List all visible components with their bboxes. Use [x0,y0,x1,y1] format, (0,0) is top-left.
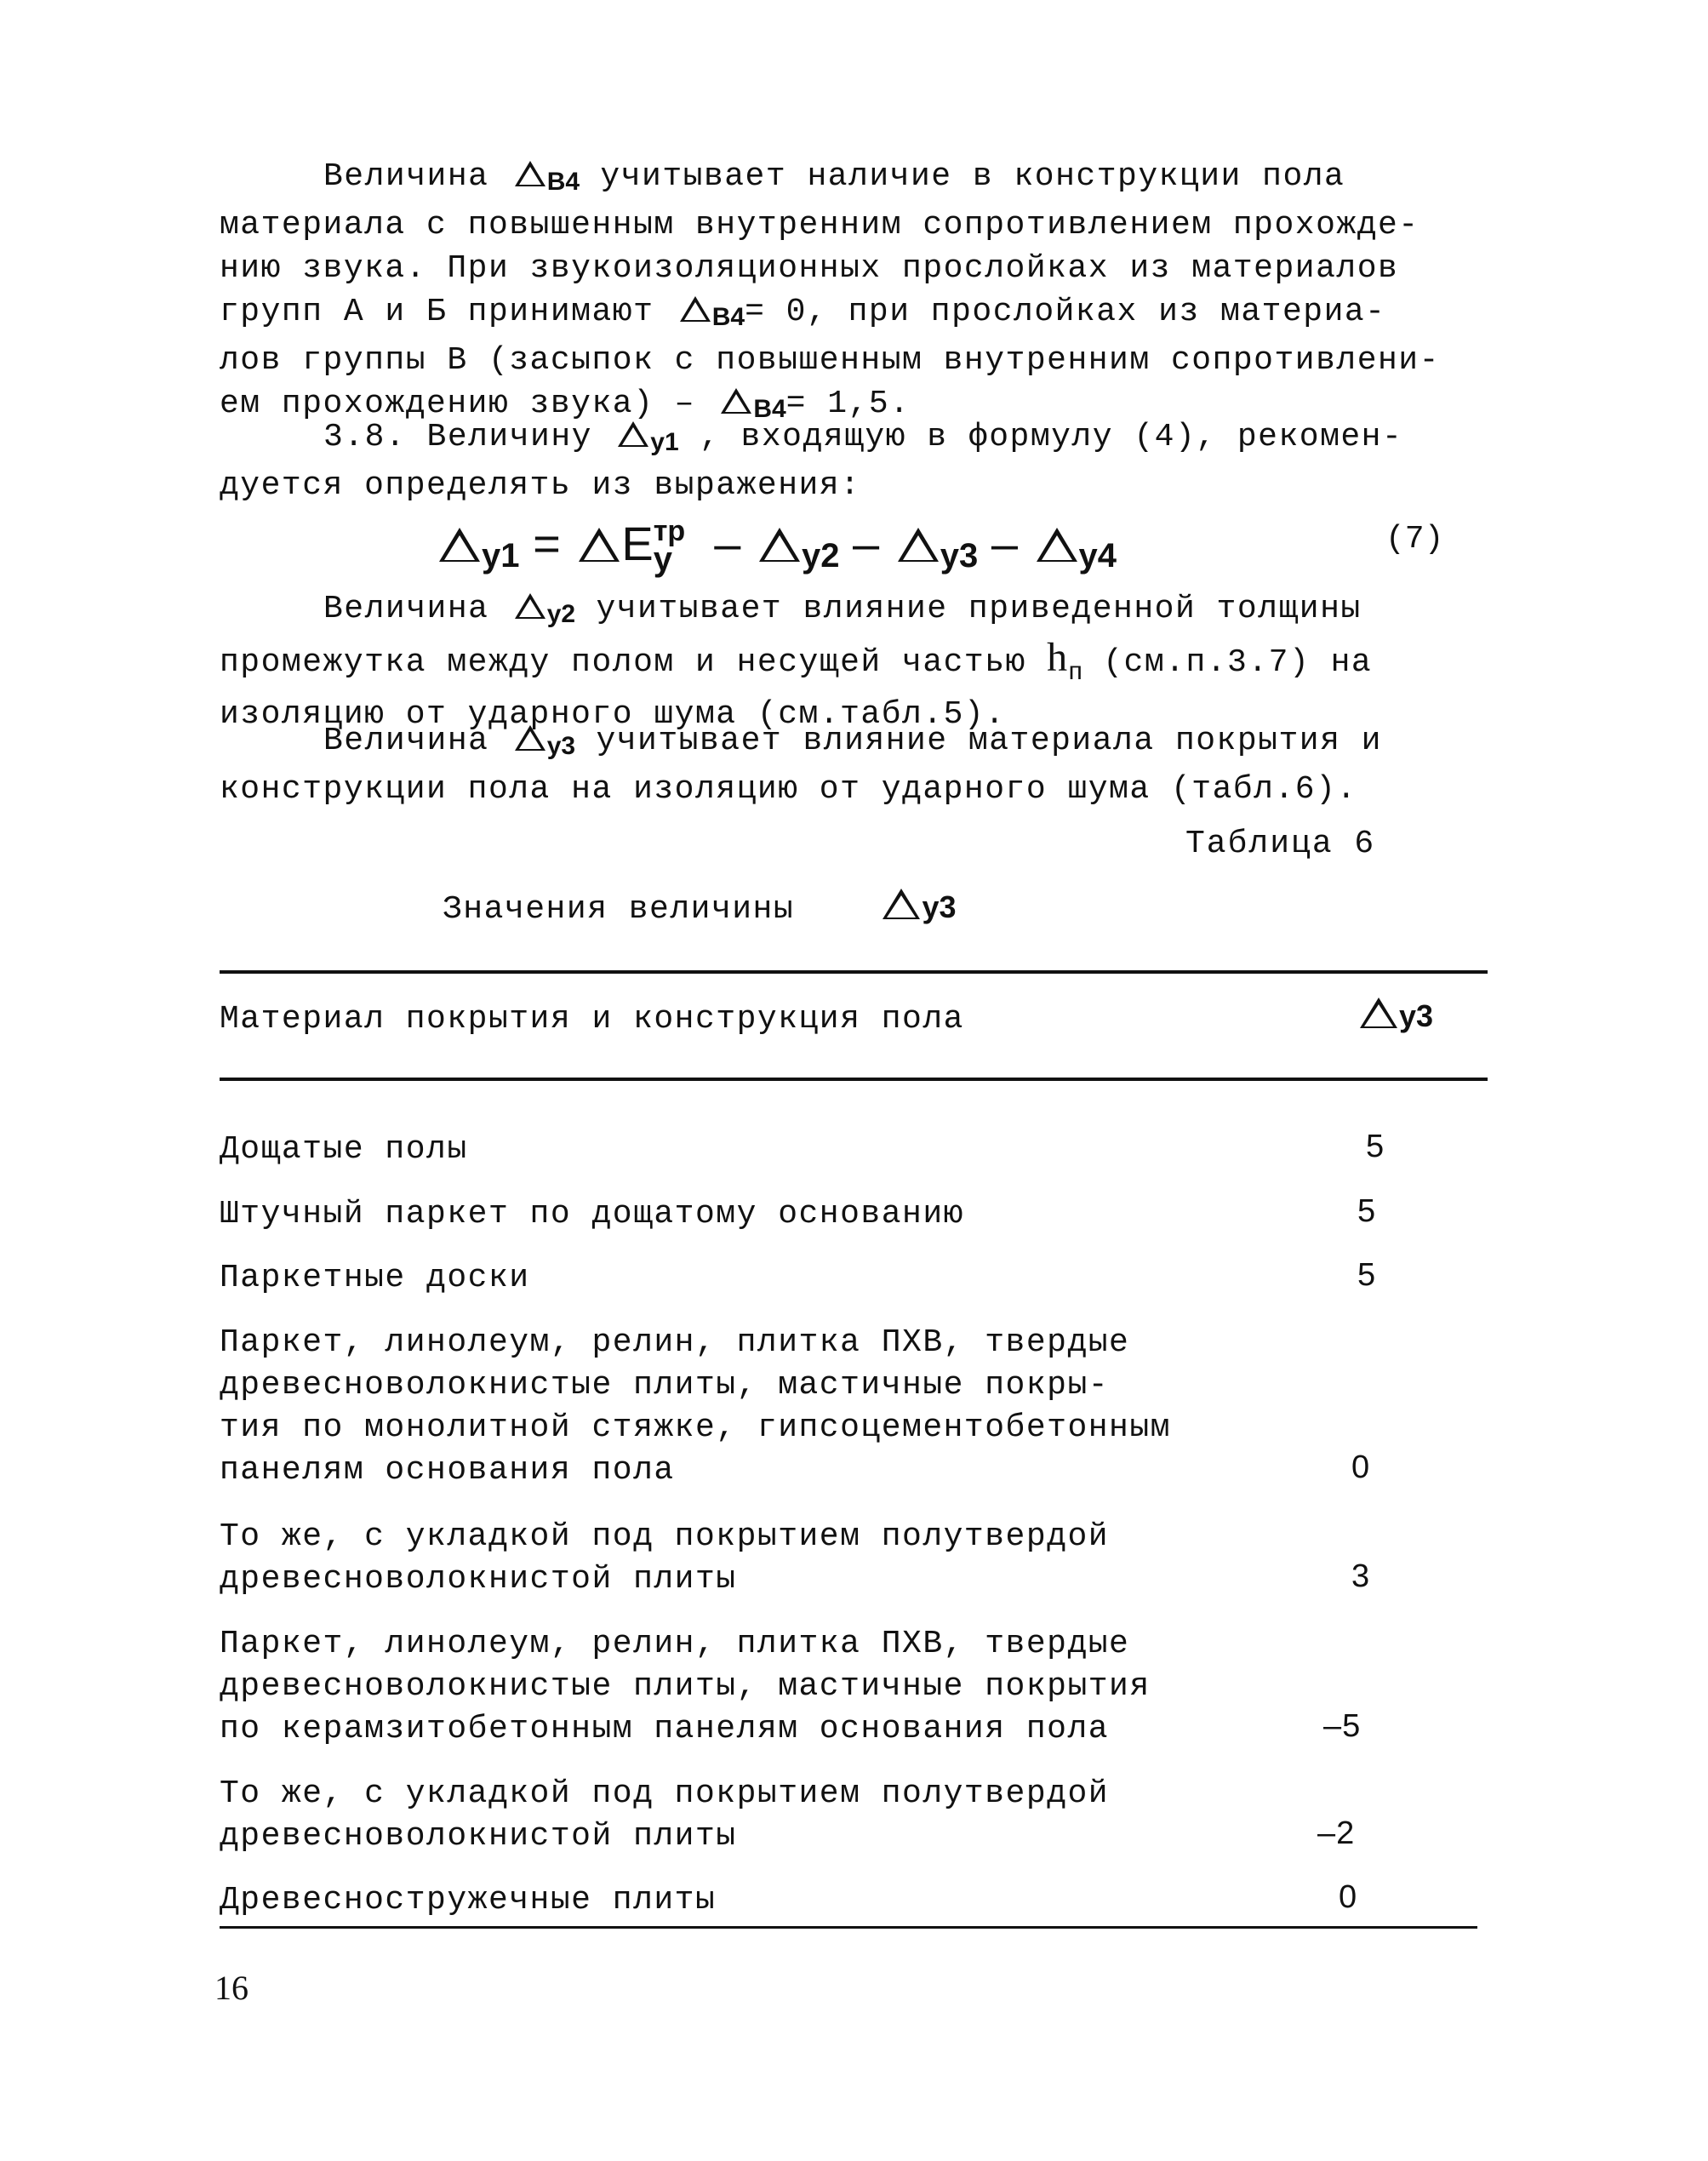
delta-symbol [1360,998,1397,1028]
symbol-subscript: у2 [546,600,576,628]
paragraph-delta-v4 [220,155,1513,431]
delta-symbol [721,388,751,414]
delta-symbol [680,296,711,322]
text: (см.п.3.7) на [1103,644,1373,681]
text: материала с повышенным внутренним сопротивлением прохожде- [220,207,1420,243]
table-row [220,1322,1445,1492]
row-value: 0 [1339,1879,1358,1915]
formula-subscript: у2 [801,537,840,575]
minus-sign: – [853,517,880,570]
delta-symbol [883,889,920,919]
table-bottom-rule [220,1926,1477,1929]
table-header-material: Материал покрытия и конструкция пола [220,1001,964,1038]
text: дуется определять из выражения: [220,467,861,504]
row-value: 3 [1351,1558,1371,1594]
symbol-subscript: у3 [922,889,957,924]
text: лов группы В (засыпок с повышенным внутренним сопротивлени- [220,342,1440,379]
text: учитывает наличие в конструкции пола [600,158,1345,195]
row-description-line: Паркет, линолеум, релин, плитка ПХВ, твердые [220,1626,1130,1662]
delta-symbol [1037,528,1077,562]
formula-superscript: тр [653,515,686,547]
row-description-line: То же, с укладкой под покрытием полутвердой [220,1518,1110,1555]
formula-e: E [621,517,654,570]
delta-symbol [515,161,546,186]
row-value: 5 [1366,1129,1385,1164]
symbol-subscript: у1 [650,428,679,456]
text: промежутка между полом и несущей частью [220,644,1026,681]
paragraph-delta-y3 [220,719,1513,811]
row-value: –5 [1323,1708,1362,1744]
row-description-line: Древесностружечные плиты [220,1882,717,1918]
row-value: 0 [1351,1449,1371,1485]
table-row [220,1879,1445,1922]
formula-subscript: у3 [940,537,979,575]
text: Величина [323,591,489,627]
row-description-line: древесноволокнистой плиты [220,1818,737,1855]
table-row [220,1516,1445,1601]
row-value: 5 [1357,1193,1377,1229]
table-row [220,1623,1445,1751]
minus-sign: – [991,517,1018,570]
equation-number: (7) [1385,521,1444,557]
row-description-line: панелям основания пола [220,1452,675,1489]
table-title-text: Значения величины [443,891,795,928]
table-header-value [1355,998,1433,1037]
symbol-subscript: В4 [546,168,580,196]
symbol-subscript: В4 [753,395,786,423]
text: Величина [323,158,489,195]
text: нию звука. При звукоизоляционных прослойках из материалов [220,250,1399,287]
text: групп А и Б принимают [220,294,654,330]
text: конструкции пола на изоляцию от ударного шума (табл.6). [220,771,1357,808]
row-description-line: Паркет, линолеум, релин, плитка ПХВ, твердые [220,1324,1130,1361]
formula-7 [434,516,1200,584]
text: ем прохождению звука) – [220,386,695,422]
formula-subscript: у1 [482,537,520,575]
row-description-line: древесноволокнистой плиты [220,1561,737,1598]
delta-symbol [898,528,939,562]
row-description-line: Паркетные доски [220,1260,530,1296]
table-header-rule [220,1078,1488,1081]
text: учитывает влияние материала покрытия и [596,723,1382,759]
row-description-line: тия по монолитной стяжке, гипсоцементобетонным [220,1409,1171,1446]
formula-subscript: у [653,540,672,578]
thickness-symbol: $h_п$ [1047,635,1082,685]
symbol-subscript: у3 [546,732,576,760]
delta-symbol [515,593,546,619]
text: 3.8. Величину [323,419,592,455]
row-value: –2 [1317,1815,1356,1851]
delta-symbol [759,528,800,562]
table-row [220,1773,1445,1858]
table-top-rule [220,970,1488,974]
text: , входящую в формулу (4), рекомен- [699,419,1403,455]
text: Величина [323,723,489,759]
formula-subscript: у4 [1078,537,1117,575]
table-row [220,1257,1445,1300]
text: изоляцию от ударного шума (см.табл.5). [220,696,1006,733]
paragraph-delta-y2 [220,587,1513,736]
row-description-line: То же, с укладкой под покрытием полутвердой [220,1775,1110,1812]
delta-symbol [618,421,648,447]
text: учитывает влияние приведенной толщины [596,591,1362,627]
minus-sign: – [714,517,741,570]
table-label: Таблица 6 [1185,826,1376,862]
delta-symbol [515,725,546,751]
row-description-line: древесноволокнистые плиты, мастичные покрытия [220,1668,1151,1705]
symbol-subscript: у3 [1399,998,1434,1033]
table-row [220,1129,1445,1171]
delta-symbol [579,528,620,562]
paragraph-3-8 [220,415,1513,507]
row-description-line: Дощатые полы [220,1131,468,1168]
page-number: 16 [214,1969,248,2007]
text: = 0, при прослойках из материа- [745,294,1386,330]
table-row [220,1193,1445,1236]
row-description-line: по керамзитобетонным панелям основания пола [220,1711,1110,1747]
row-description-line: древесноволокнистые плиты, мастичные покры- [220,1367,1110,1404]
table-title [443,889,957,928]
text: = 1,5. [785,386,911,422]
equals-sign: = [533,517,561,570]
delta-symbol [439,528,480,562]
row-value: 5 [1357,1257,1377,1293]
symbol-subscript: В4 [711,303,745,331]
row-description-line: Штучный паркет по дощатому основанию [220,1196,964,1232]
